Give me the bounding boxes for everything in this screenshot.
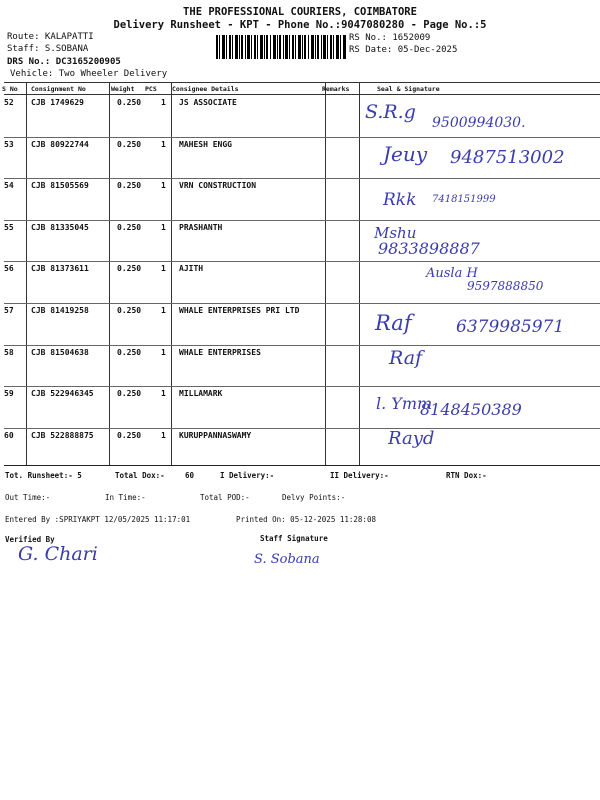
row-pcs: 1 [161,98,166,107]
col-divider [109,83,110,465]
total-dox-label: Total Dox:- [115,471,165,480]
total-dox-value: 60 [185,471,195,480]
row-consignment-no: CJB 1749629 [31,98,84,107]
runsheet-title: Delivery Runsheet - KPT - Phone No.:9047080280 - Page No.:5 [113,19,487,31]
header-remarks: Remarks [322,85,350,93]
row-weight: 0.250 [117,222,142,232]
rs-number: RS No.: 1652009 [349,33,431,43]
rtn-dox: RTN Dox:- [446,471,487,480]
table-top-rule [4,82,600,83]
row-weight: 0.250 [117,389,142,399]
row-weight: 0.250 [117,306,142,315]
table-header-rule [4,94,600,95]
row-sno: 58 [4,347,14,357]
row-consignee: VRN CONSTRUCTION [179,181,257,191]
header-consignment: Consignment No [31,85,86,93]
row-signature-phone: 9833898887 [378,238,480,258]
printed-on: Printed On: 05-12-2025 11:28:08 [236,515,376,524]
staff-signature: S. Sobana [254,552,320,567]
drs-number: DRS No.: DC3165200905 [7,57,121,67]
row-weight: 0.250 [117,347,142,357]
row-consignee: AJITH [179,264,204,274]
row-consignment-no: CJB 81373611 [31,264,89,274]
row-weight: 0.250 [117,139,142,149]
row-consignee: KURUPPANNASWAMY [179,430,252,440]
company-title: THE PROFESSIONAL COURIERS, COIMBATORE [183,6,417,18]
col-divider [171,83,172,465]
row-signature: Rayd [388,427,435,449]
route-label: Route: KALAPATTI [7,32,94,42]
row-sno: 57 [4,306,14,315]
row-consignment-no: CJB 81335045 [31,222,89,232]
row-pcs: 1 [161,430,166,440]
header-weight: Weight [111,85,135,93]
barcode [216,35,346,59]
total-pod: Total POD:- [200,493,250,502]
row-consignment-no: CJB 522946345 [31,389,94,399]
row-consignee: MAHESH ENGG [179,139,232,149]
row-divider [4,261,600,262]
row-weight: 0.250 [117,264,142,274]
vehicle-label: Vehicle: Two Wheeler Delivery [10,69,168,79]
row-divider [4,303,600,304]
row-pcs: 1 [161,389,166,399]
row-consignment-no: CJB 81504638 [31,347,89,357]
row-sno: 52 [4,98,14,107]
out-time: Out Time:- [5,493,51,502]
row-divider [4,137,600,138]
header-seal-signature: Seal & Signature [377,85,440,93]
row-sno: 55 [4,222,14,232]
row-pcs: 1 [161,222,166,232]
row-signature: l. Ymm [376,394,433,414]
col-divider [359,83,360,465]
row-signature: Raf [389,346,423,369]
verified-by-label: Verified By [5,535,55,544]
row-divider [4,386,600,387]
col-divider [325,83,326,465]
entered-by: Entered By :SPRIYAKPT 12/05/2025 11:17:01 [5,515,191,524]
row-sno: 54 [4,181,14,191]
row-divider [4,428,600,429]
rs-date: RS Date: 05-Dec-2025 [349,45,458,55]
row-consignee: JS ASSOCIATE [179,98,237,107]
row-signature: S.R.g [365,101,416,123]
row-signature: Rkk [383,190,417,211]
row-signature-phone: 8148450389 [420,400,522,420]
row-consignment-no: CJB 80922744 [31,139,89,149]
row-sno: 56 [4,264,14,274]
row-weight: 0.250 [117,181,142,191]
header-consignee: Consignee Details [172,85,239,93]
row-signature: Mshu [374,223,417,242]
row-signature-phone: 6379985971 [456,317,565,337]
delvy-points: Delvy Points:- [282,493,346,502]
row-signature-phone: 9597888850 [467,279,544,294]
header-pcs: PCS [145,85,157,93]
row-consignee: MILLAMARK [179,389,223,399]
row-pcs: 1 [161,181,166,191]
row-signature: Raf [375,311,412,335]
i-delivery: I Delivery:- [220,471,275,480]
row-pcs: 1 [161,347,166,357]
row-consignee: WHALE ENTERPRISES PRI LTD [179,306,300,315]
table-bottom-rule [4,465,600,466]
row-divider [4,220,600,221]
row-consignment-no: CJB 81505569 [31,181,89,191]
ii-delivery: II Delivery:- [330,471,389,480]
row-signature: Jeuy [383,141,428,166]
row-pcs: 1 [161,306,166,315]
row-consignee: PRASHANTH [179,222,223,232]
row-divider [4,178,600,179]
row-sno: 53 [4,139,14,149]
row-pcs: 1 [161,264,166,274]
row-weight: 0.250 [117,430,142,440]
staff-signature-label: Staff Signature [260,534,328,543]
row-consignment-no: CJB 81419258 [31,306,89,315]
row-pcs: 1 [161,139,166,149]
col-divider [26,83,27,465]
verified-by-signature: G. Chari [18,543,98,565]
row-consignee: WHALE ENTERPRISES [179,347,261,357]
row-signature-phone: 9500994030. [432,115,526,131]
row-signature-phone: 7418151999 [432,194,496,206]
header-sno: S No [2,85,18,93]
row-sno: 60 [4,430,14,440]
row-signature-phone: 9487513002 [450,146,565,168]
staff-label: Staff: S.SOBANA [7,44,89,54]
row-divider [4,345,600,346]
row-consignment-no: CJB 522888875 [31,430,94,440]
row-signature: Ausla H [426,266,478,282]
row-weight: 0.250 [117,98,142,107]
tot-runsheet: Tot. Runsheet:- 5 [5,471,82,480]
row-sno: 59 [4,389,14,399]
in-time: In Time:- [105,493,146,502]
